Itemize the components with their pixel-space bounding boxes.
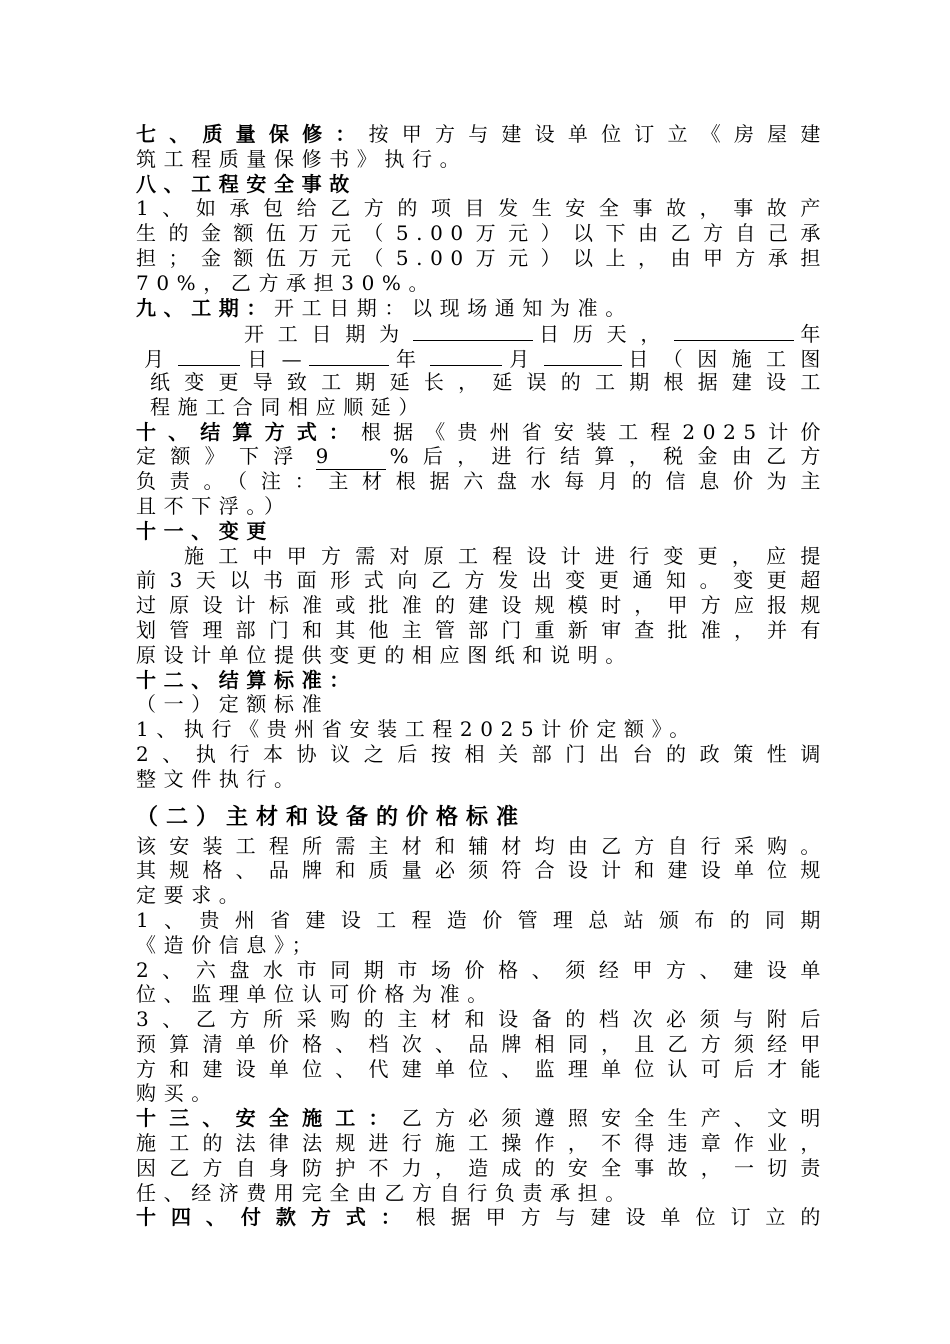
section-8-line-2: 生的金额伍万元（5.00万元）以下由乙方自己承 [136, 221, 828, 246]
section-13-line-1: 十三、安全施工：乙方必须遵照安全生产、文明 [136, 1106, 828, 1131]
rate-value: 9 [316, 444, 386, 470]
blank-day-2 [544, 345, 622, 366]
section-12-para-line-1: 该安装工程所需主材和辅材均由乙方自行采购。 [136, 833, 828, 858]
section-13-line-4: 任、经济费用完全由乙方自行负责承担。 [136, 1180, 633, 1205]
section-13-line-3: 因乙方自身防护不力，造成的安全事故，一切责 [136, 1155, 828, 1180]
contract-page [136, 122, 828, 1230]
section-10-line-3: 负责。（注：主材根据六盘水每月的信息价为主 [136, 469, 828, 494]
blank-month-1 [178, 345, 240, 366]
section-7-line-2: 筑工程质量保修书》执行。 [136, 146, 468, 171]
section-11-line-1: 施工中甲方需对原工程设计进行变更，应提 [184, 543, 828, 568]
section-12-subheading-2: （二）主材和设备的价格标准 [136, 803, 527, 830]
section-12-para-line-3: 定要求。 [136, 883, 247, 908]
section-12-line-2: 2、执行本协议之后按相关部门出台的政策性调 [136, 741, 828, 766]
section-12-para-line-2: 其规格、品牌和质量必须符合设计和建设单位规 [136, 858, 828, 883]
section-10-title: 十、结算方式： [136, 419, 361, 444]
section-13-title: 十三、安全施工： [136, 1106, 402, 1131]
section-12-para-line-11: 购买。 [136, 1081, 219, 1106]
section-11-line-2: 前3天以书面形式向乙方发出变更通知。变更超 [136, 568, 828, 593]
section-12-para-line-8: 3、乙方所采购的主材和设备的档次必须与附后 [136, 1007, 828, 1032]
section-12-line-3: 整文件执行。 [136, 766, 302, 791]
section-9-line-5: 程施工合同相应顺延） [150, 394, 426, 419]
section-11-line-4: 划管理部门和其他主管部门重新审查批准，并有 [136, 617, 828, 642]
section-12-para-line-4: 1、贵州省建设工程造价管理总站颁布的同期 [136, 907, 828, 932]
section-9-line-1: 九、工期：开工日期：以现场通知为准。 [136, 295, 633, 320]
section-9-line-3: 月 日— 年 月 日（因施工图 [144, 347, 828, 372]
section-12-para-line-10: 方和建设单位、代建单位、监理单位认可后才能 [136, 1056, 828, 1081]
section-14-title: 十四、付款方式： [136, 1205, 416, 1230]
section-11-line-3: 过原设计标准或批准的建设规模时，甲方应报规 [136, 593, 828, 618]
section-14-line-1: 十四、付款方式：根据甲方与建设单位订立的 [136, 1205, 828, 1230]
section-11-title: 十一、变更 [136, 518, 274, 543]
blank-days [413, 320, 533, 341]
section-7-title: 七、质量保修： [136, 122, 369, 146]
section-7-line-1: 七、质量保修：按甲方与建设单位订立《房屋建 [136, 122, 829, 146]
section-8-line-1: 1、如承包给乙方的项目发生安全事故，事故产 [136, 196, 828, 221]
section-9-title: 九、工期： [136, 295, 274, 320]
section-11-line-5: 原设计单位提供变更的相应图纸和说明。 [136, 642, 633, 667]
section-10-line-4: 且不下浮。） [136, 493, 292, 518]
section-12-para-line-6: 2、六盘水市同期市场价格、须经甲方、建设单 [136, 957, 828, 982]
blank-year-1 [674, 320, 794, 341]
section-9-line-2: 开工日期为 日历天， 年 [244, 322, 828, 347]
section-8-title: 八、工程安全事故 [136, 171, 357, 196]
section-12-line-1: 1、执行《贵州省安装工程2025计价定额》。 [136, 717, 697, 742]
section-12-para-line-7: 位、监理单位认可价格为准。 [136, 982, 495, 1007]
section-12-title: 十二、结算标准： [136, 667, 357, 692]
blank-year-2 [309, 345, 389, 366]
section-12-subheading-1: （一）定额标准 [136, 692, 330, 717]
section-13-line-2: 施工的法律法规进行施工操作，不得违章作业， [136, 1131, 828, 1156]
section-12-para-line-9: 预算清单价格、档次、品牌相同，且乙方须经甲 [136, 1031, 828, 1056]
section-10-line-2: 定额》下浮 9 %后，进行结算，税金由乙方 [136, 444, 829, 469]
section-8-line-4: 70%，乙方承担30%。 [136, 270, 437, 295]
blank-month-2 [430, 345, 502, 366]
section-8-line-3: 担；金额伍万元（5.00万元）以上，由甲方承担 [136, 245, 828, 270]
section-9-line-4: 纸变更导致工期延长，延误的工期根据建设工 [150, 369, 828, 394]
section-10-line-1: 十、结算方式：根据《贵州省安装工程2025计价 [136, 419, 829, 444]
section-12-para-line-5: 《造价信息》； [136, 932, 320, 957]
